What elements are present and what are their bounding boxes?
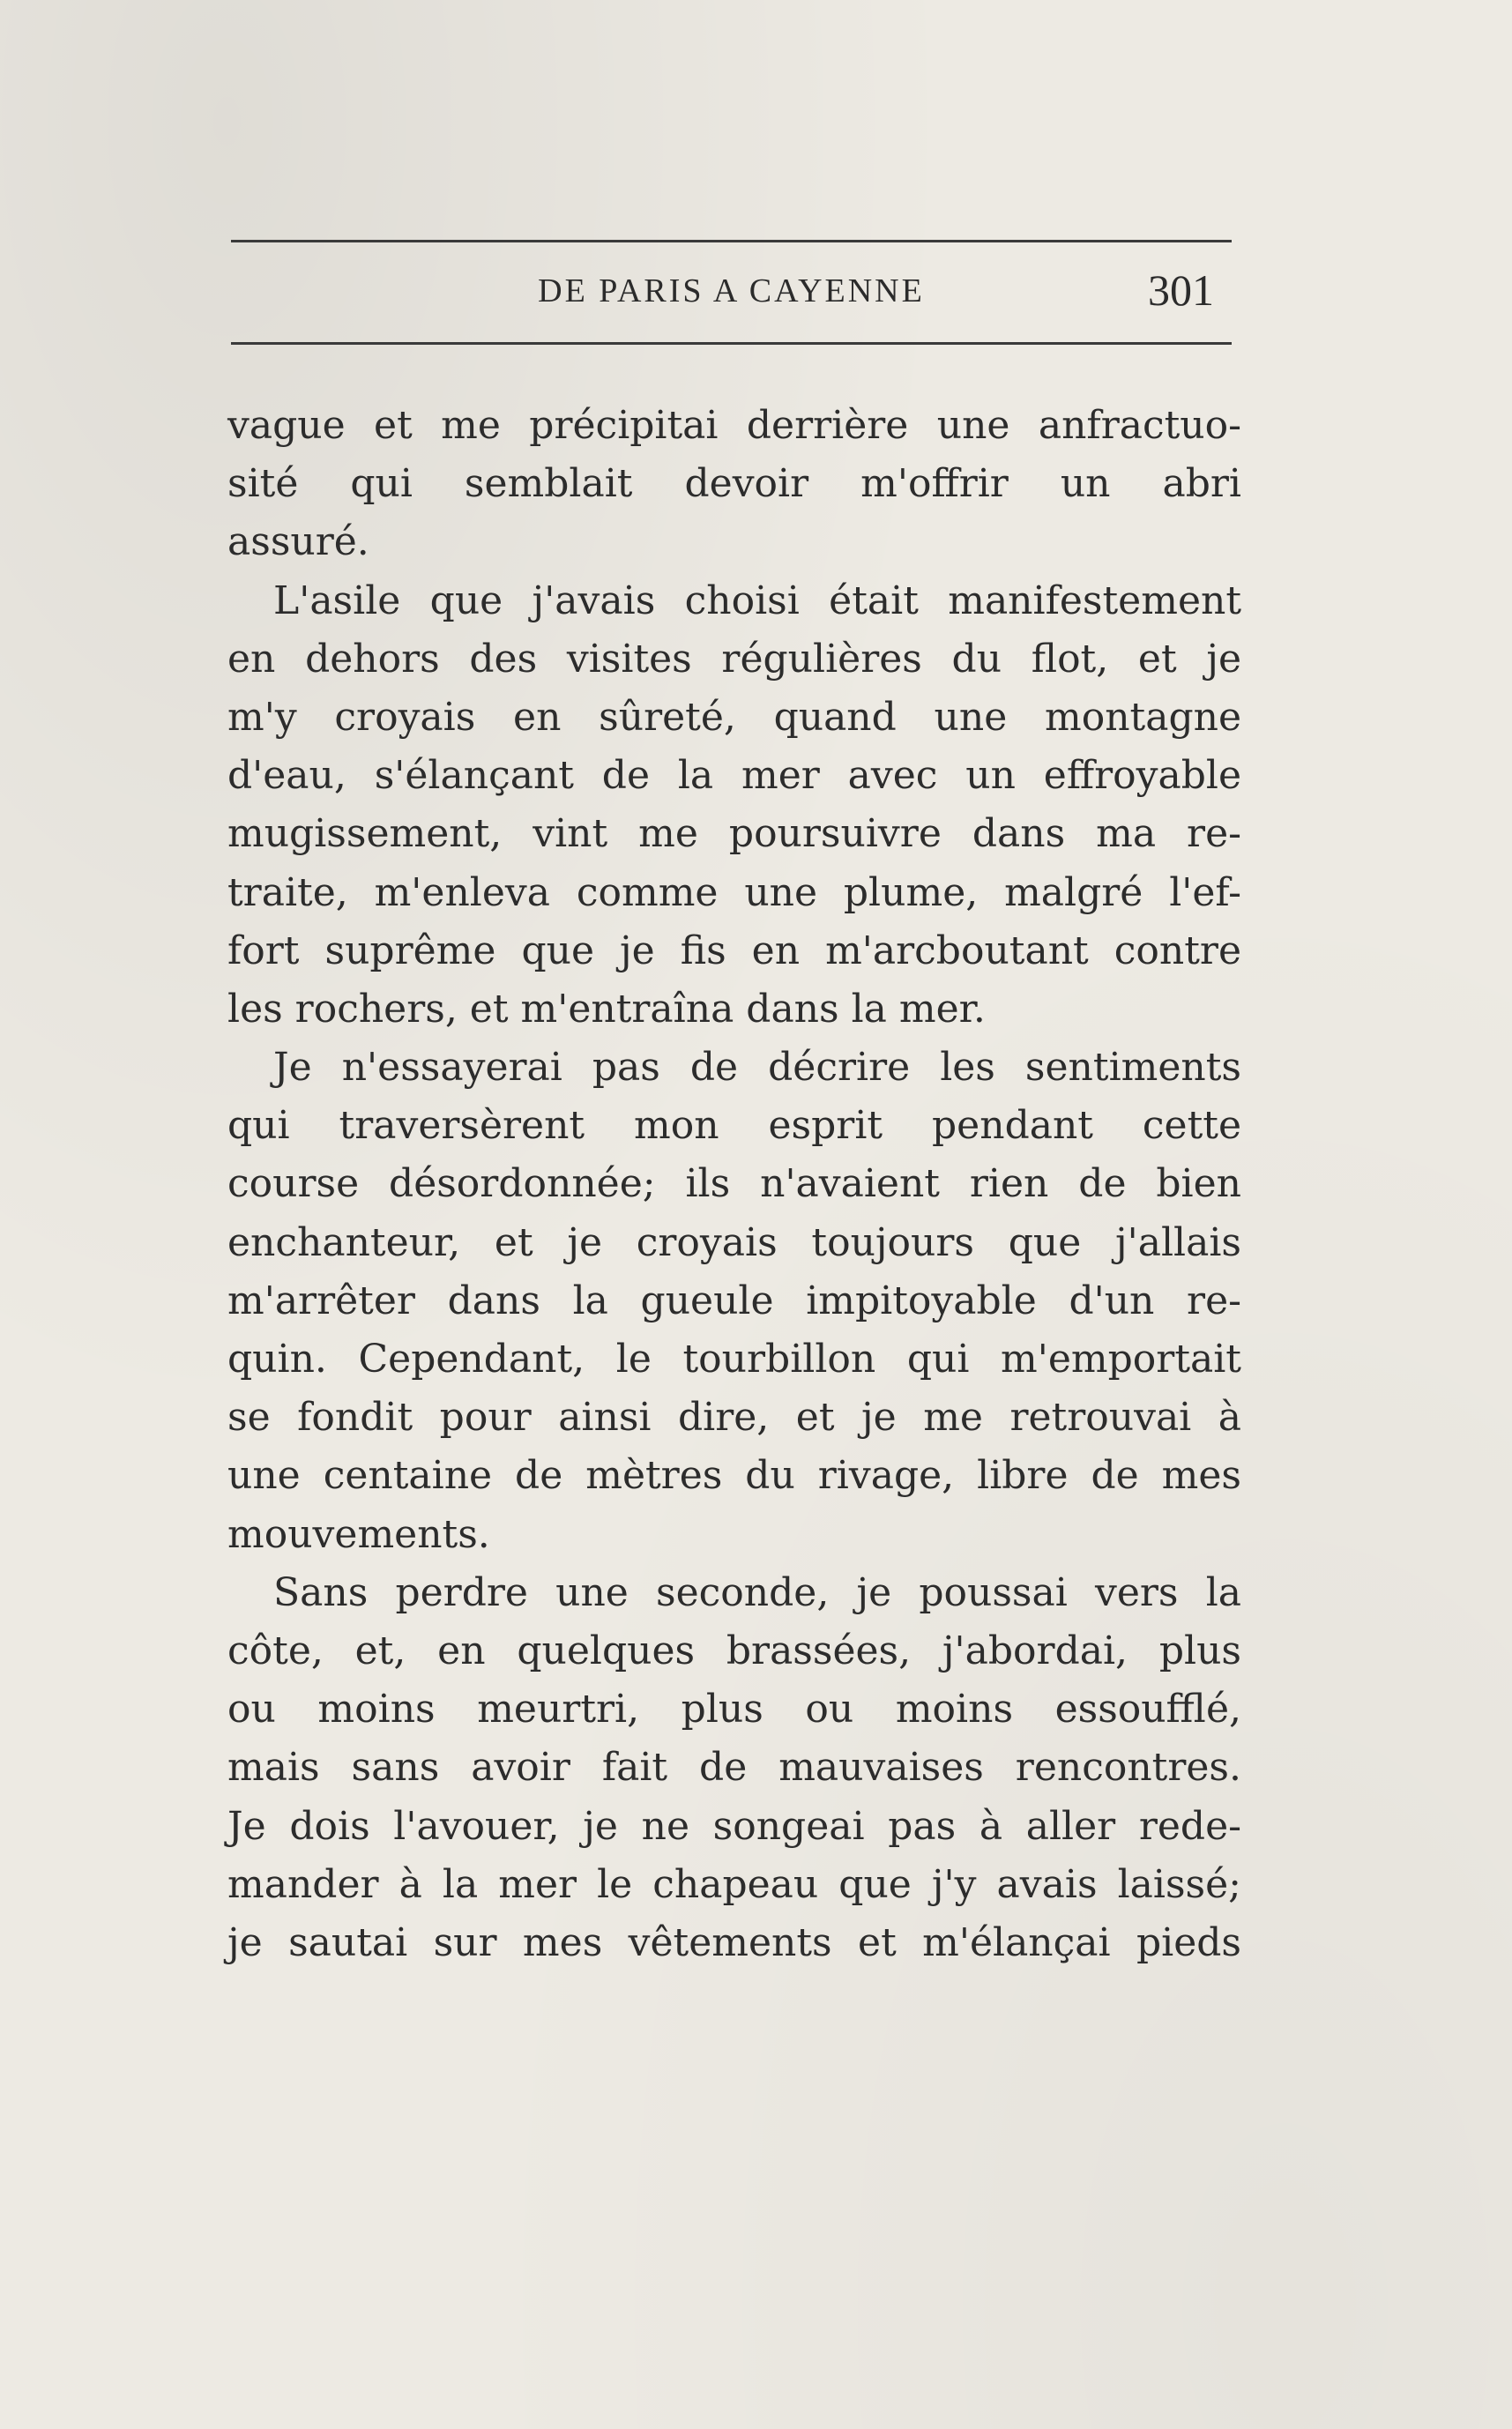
text-line: vague et me précipitai derrière une anfractuo- (227, 403, 1241, 448)
text-line: L'asile que j'avais choisi était manifestement (273, 577, 1241, 623)
text-line: course désordonnée; ils n'avaient rien de bien (227, 1161, 1241, 1207)
text-line: d'eau, s'élançant de la mer avec un effroyable (227, 753, 1241, 799)
text-line: enchanteur, et je croyais toujours que j'allais (227, 1219, 1241, 1265)
text-line: une centaine de mètres du rivage, libre de mes (227, 1453, 1241, 1499)
text-line: mugissement, vint me poursuivre dans ma re- (227, 811, 1241, 857)
text-line: mais sans avoir fait de mauvaises rencontres. (227, 1745, 1241, 1791)
text-line: mander à la mer le chapeau que j'y avais laissé; (227, 1861, 1241, 1907)
body-text (227, 397, 1241, 1972)
text-line: ou moins meurtri, plus ou moins essoufflé, (227, 1687, 1241, 1732)
text-line: Je dois l'avouer, je ne songeai pas à aller rede- (227, 1803, 1241, 1849)
text-line: assuré. (227, 519, 369, 565)
text-line: se fondit pour ainsi dire, et je me retrouvai à (227, 1395, 1241, 1441)
page-number: 301 (1148, 265, 1214, 315)
header-top-rule (231, 240, 1232, 242)
header-bottom-rule (231, 342, 1232, 345)
text-line: m'arrêter dans la gueule impitoyable d'un re- (227, 1278, 1241, 1323)
text-line: qui traversèrent mon esprit pendant cette (227, 1103, 1241, 1149)
text-line: quin. Cependant, le tourbillon qui m'emportait (227, 1337, 1241, 1382)
text-line: Sans perdre une seconde, je poussai vers la (273, 1569, 1241, 1615)
text-line: les rochers, et m'entraîna dans la mer. (227, 986, 986, 1032)
text-line: m'y croyais en sûreté, quand une montagne (227, 694, 1241, 740)
running-head (231, 265, 1232, 317)
text-line: mouvements. (227, 1511, 490, 1557)
text-line: Je n'essayerai pas de décrire les sentiments (273, 1045, 1241, 1091)
text-line: côte, et, en quelques brassées, j'abordai, plus (227, 1628, 1241, 1673)
text-line: en dehors des visites régulières du flot, et je (227, 636, 1241, 682)
running-title: DE PARIS A CAYENNE (538, 272, 925, 309)
text-line: traite, m'enleva comme une plume, malgré l'ef- (227, 869, 1241, 915)
text-line: sité qui semblait devoir m'offrir un abri (227, 461, 1241, 507)
text-line: fort suprême que je fis en m'arcboutant contre (227, 928, 1241, 973)
text-line: je sautai sur mes vêtements et m'élançai pieds (227, 1919, 1241, 1965)
